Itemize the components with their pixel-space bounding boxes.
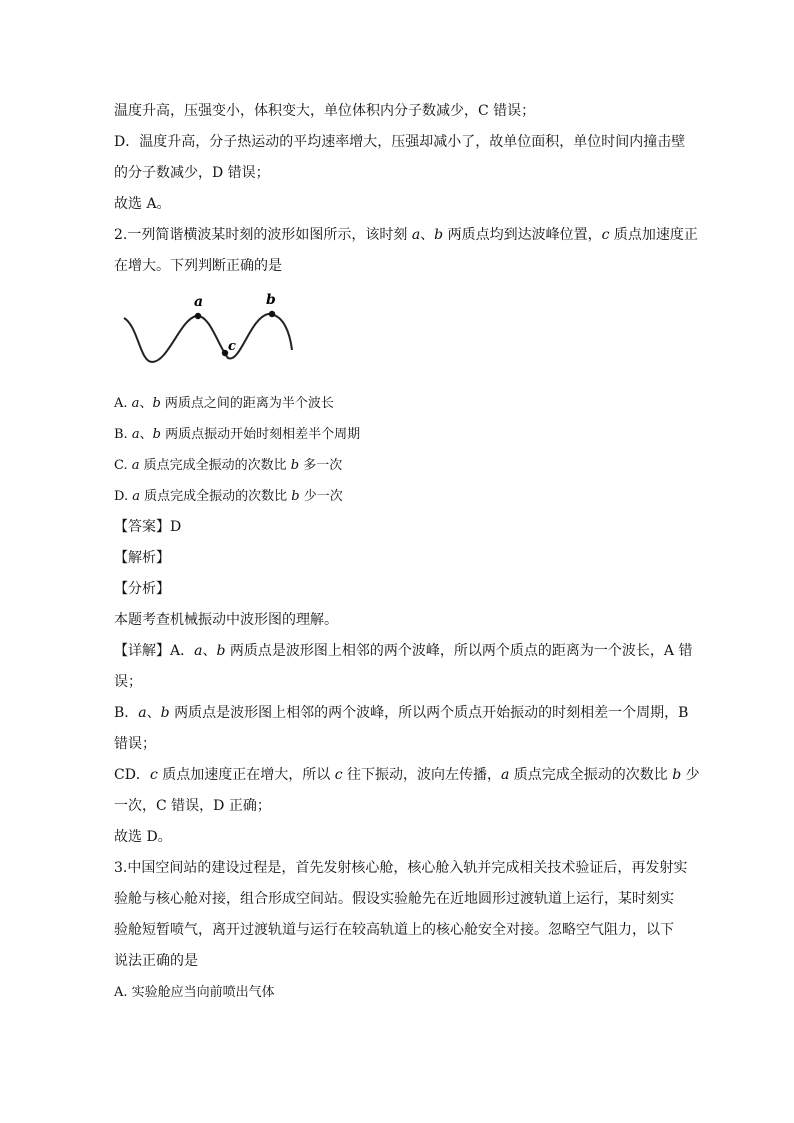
var: a <box>138 705 147 721</box>
detail-text: 少 <box>681 767 700 783</box>
option-text: 、 <box>139 427 153 442</box>
var: a <box>194 643 203 659</box>
label-c: c <box>228 339 236 354</box>
option-C <box>114 450 688 481</box>
point-a <box>195 313 201 319</box>
option-letter: C. <box>114 458 128 473</box>
var: b <box>152 427 161 442</box>
text-line: 的分子数减少，D 错误； <box>114 165 270 181</box>
document-page <box>114 96 700 1008</box>
detail-line-4: 错误； <box>114 736 156 752</box>
analysis-label: 【解析】 <box>114 550 170 566</box>
option-letter: D. <box>114 489 129 504</box>
answer-value: D <box>170 519 182 535</box>
detail-line-1 <box>114 636 693 667</box>
wave-curve <box>124 314 292 362</box>
stem-text: 2.一列简谐横波某时刻的波形如图所示，该时刻 <box>114 227 412 243</box>
option-A <box>114 388 688 419</box>
option-text: 两质点振动开始时刻相差半个周期 <box>160 427 361 442</box>
detail-line-5 <box>114 760 700 791</box>
stem-text: 质点加速度正 <box>609 227 698 243</box>
text-line: 温度升高，压强变小，体积变大，单位体积内分子数减少，C 错误； <box>114 103 536 119</box>
detail-text: 质点完成全振动的次数比 <box>509 767 673 783</box>
option-letter: A. <box>114 396 128 411</box>
detail-text: 两质点是波形图上相邻的两个波峰，所以两个质点的距离为一个波长，A 错 <box>225 643 693 659</box>
var: b <box>216 643 226 659</box>
var: b <box>160 705 170 721</box>
wave-diagram <box>118 286 318 382</box>
option-letter: B. <box>114 427 128 442</box>
var-a: a <box>411 227 421 243</box>
detail-text: 、 <box>146 705 161 721</box>
answer-line <box>114 512 688 543</box>
fenxi-text: 本题考查机械振动中波形图的理解。 <box>114 612 338 628</box>
option-text: 质点完成全振动的次数比 <box>140 489 292 504</box>
detail-text: 两质点是波形图上相邻的两个波峰，所以两个质点开始振动的时刻相差一个周期，B <box>169 705 689 721</box>
var: a <box>131 458 140 473</box>
var: a <box>131 396 140 411</box>
point-b <box>269 311 275 317</box>
stem-text: 、 <box>420 227 435 243</box>
answer-label: 【答案】 <box>114 519 170 535</box>
detail-line-3 <box>114 698 688 729</box>
var: a <box>131 427 140 442</box>
detail-text: 往下振动，波向左传播， <box>342 767 501 783</box>
option-text: 多一次 <box>299 458 343 473</box>
var: a <box>500 767 510 783</box>
label-a: a <box>194 294 204 310</box>
option-text: 、 <box>139 396 153 411</box>
fenxi-label: 【分析】 <box>114 581 170 597</box>
var: c <box>149 767 158 783</box>
var: b <box>672 767 682 783</box>
question-3-line-1: 3.中国空间站的建设过程是，首先发射核心舱，核心舱入轨并完成相关技术验证后，再发射实 <box>114 860 688 876</box>
label-b: b <box>266 292 276 308</box>
stem-text: 两质点均到达波峰位置， <box>443 227 602 243</box>
conclusion: 故选 D。 <box>114 829 172 845</box>
detail-text: CD． <box>114 767 150 783</box>
detail-line-6: 一次，C 错误，D 正确； <box>114 798 271 814</box>
detail-label: 【详解】 <box>114 643 170 659</box>
question-3-option-A: A. 实验舱应当向前喷出气体 <box>114 985 275 1000</box>
text-line: D．温度升高，分子热运动的平均速率增大，压强却减小了，故单位面积，单位时间内撞击壁 <box>114 134 686 150</box>
option-D <box>114 481 688 512</box>
var: c <box>334 767 343 783</box>
question-2-stem-cont: 在增大。下列判断正确的是 <box>114 258 282 274</box>
detail-text: 质点加速度正在增大，所以 <box>157 767 335 783</box>
question-3-line-3: 验舱短暂喷气，离开过渡轨道与运行在较高轨道上的核心舱安全对接。忽略空气阻力，以下 <box>114 922 674 938</box>
var-b: b <box>434 227 444 243</box>
var: b <box>152 396 161 411</box>
option-B <box>114 419 688 450</box>
option-text: 两质点之间的距离为半个波长 <box>160 396 334 411</box>
text-line: 故选 A。 <box>114 196 171 212</box>
detail-line-2: 误； <box>114 674 142 690</box>
var: a <box>132 489 140 504</box>
var: b <box>291 489 300 504</box>
wave-figure <box>114 286 688 382</box>
detail-text: B． <box>114 705 139 721</box>
option-text: 少一次 <box>299 489 343 504</box>
detail-text: A． <box>170 643 195 659</box>
question-2-stem <box>114 220 698 251</box>
question-3-line-4: 说法正确的是 <box>114 953 198 969</box>
question-3-line-2: 验舱与核心舱对接，组合形成空间站。假设实验舱先在近地圆形过渡轨道上运行，某时刻实 <box>114 891 674 907</box>
var: b <box>290 458 300 473</box>
detail-text: 、 <box>202 643 217 659</box>
option-text: 质点完成全振动的次数比 <box>139 458 291 473</box>
var-c: c <box>601 227 610 243</box>
